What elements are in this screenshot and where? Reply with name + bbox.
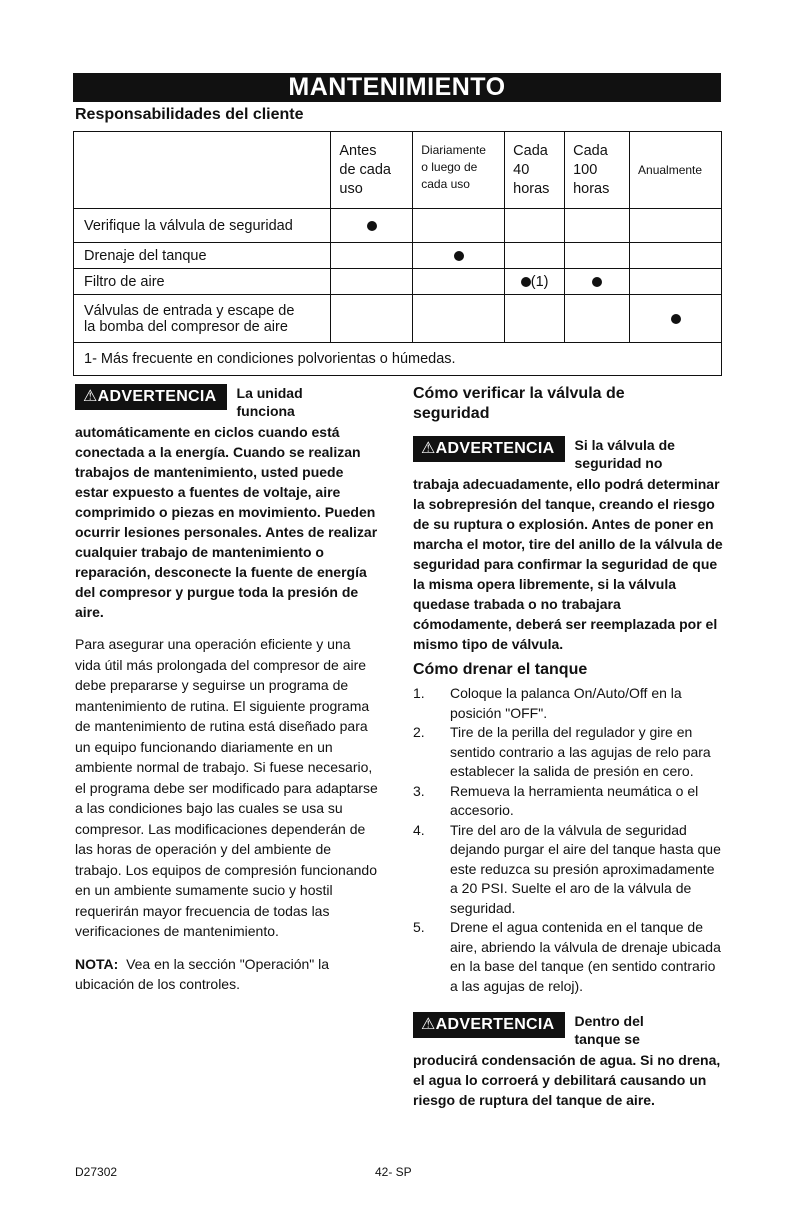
task-cell: Drenaje del tanque [74, 243, 331, 269]
mark-cell [630, 295, 722, 343]
warning-badge: ⚠ADVERTENCIA [75, 384, 227, 410]
document-code: D27302 [75, 1165, 118, 1179]
table-row [74, 295, 722, 343]
list-item: 1. Coloque la palanca On/Auto/Off en la posición "OFF". [413, 685, 682, 721]
table-row [74, 269, 722, 295]
mark-cell [331, 243, 413, 269]
list-item: 5. Drene el agua contenida en el tanque de aire, abriendo la válvula de drenaje ubicada en la base del tanque (en sentido contrario a las agujas de reloj). [413, 919, 721, 994]
task-cell: Válvulas de entrada y escape de la bomba del compresor de aire [74, 295, 331, 343]
mark-cell [505, 209, 565, 243]
col-header-daily: Diariamente o luego de cada uso [413, 132, 505, 209]
mark-cell [565, 243, 630, 269]
section-subtitle: Responsabilidades del cliente [75, 106, 304, 123]
warning-lead: Dentro del tanque se [574, 1013, 644, 1047]
maintenance-schedule-table [73, 131, 722, 376]
warning-badge: ⚠ADVERTENCIA [413, 1012, 565, 1038]
warning-header [413, 436, 723, 472]
valve-heading: Cómo verificar la válvula de seguridad [413, 385, 625, 422]
mark-cell [413, 243, 505, 269]
mark-cell [565, 209, 630, 243]
col-header-100-hours: Cada 100 horas [565, 132, 630, 209]
note-paragraph [75, 954, 380, 995]
col-header-annually: Anualmente [630, 132, 722, 209]
mark-cell [505, 269, 565, 295]
footnote-ref: (1) [530, 273, 549, 290]
warning-badge: ⚠ADVERTENCIA [413, 436, 565, 462]
col-header-before-use: Antes de cada uso [331, 132, 413, 209]
note-label: NOTA: [75, 955, 119, 972]
table-row [74, 209, 722, 243]
page-number: 42- SP [375, 1165, 412, 1179]
mark-cell [630, 269, 722, 295]
note-text: Vea en la sección "Operación" la ubicación de los controles. [75, 955, 330, 992]
left-column [75, 384, 380, 995]
warning-lead: Si la válvula de seguridad no [574, 437, 675, 471]
mark-cell [413, 295, 505, 343]
check-dot-icon [454, 251, 464, 261]
mark-cell [413, 269, 505, 295]
check-dot-icon [367, 221, 377, 231]
mark-cell [331, 209, 413, 243]
mark-cell [505, 295, 565, 343]
right-column [413, 384, 723, 1110]
warning-header [413, 1012, 723, 1048]
body-paragraph: Para asegurar una operación eficiente y una vida útil más prolongada del compresor de aire debe prepararse y seguirse un programa de mantenimiento de rutina. El siguiente programa de mantenimiento de rutina está diseñado para un equipo funcionando diariamente en un ambiente normal de trabajo. Si fuese necesario, el programa debe ser modificado para adaptarse a las condiciones bajo las cuales se usa su compresor. Las modificaciones dependerán de las horas de operación y del ambiente de trabajo. Los equipos de compresión funcionando en un ambiente sumamente sucio y hostil requerirán mayor frecuencia de todas las verificaciones de mantenimiento. [75, 636, 378, 939]
drain-heading: Cómo drenar el tanque [413, 661, 588, 678]
table-header-row [74, 132, 722, 209]
list-item: 2. Tire de la perilla del regulador y gire en sentido contrario a las agujas de relo para establecer la salida de presión en cero. [413, 724, 711, 779]
list-item: 4. Tire del aro de la válvula de seguridad dejando purgar el aire del tanque hasta que este reduzca su presión aproximadamente a 20 PSI. Suelte el aro de la válvula de seguridad. [413, 821, 721, 916]
page-title: MANTENIMIENTO [73, 73, 721, 102]
check-dot-icon [671, 314, 681, 324]
col-header-40-hours: Cada 40 horas [505, 132, 565, 209]
table-footnote: 1- Más frecuente en condiciones polvorientas o húmedas. [74, 343, 722, 376]
mark-cell [565, 295, 630, 343]
mark-cell [630, 243, 722, 269]
warning-body: trabaja adecuadamente, ello podrá determinar la sobrepresión del tanque, creando el riesgo de su ruptura o explosión. Antes de poner en marcha el motor, tire del anillo de la válvula de seguridad para confirmar la seguridad de que la misma opera libremente, si la válvula quedase trabada o no trabajara cómodamente, deberá ser reemplazada por el mismo tipo de válvula. [413, 476, 723, 652]
check-dot-icon [521, 277, 531, 287]
warning-body: automáticamente en ciclos cuando está conectada a la energía. Cuando se realizan trabajos de mantenimiento, usted puede estar expuesto a fuentes de voltaje, aire comprimido o piezas en movimiento. Pueden ocurrir lesiones personales. Antes de realizar cualquier trabajo de mantenimiento o reparación, desconecte la fuente de energía del compresor y purgue toda la presión de aire. [75, 424, 378, 620]
mark-cell [413, 209, 505, 243]
list-item: 3. Remueva la herramienta neumática o el accesorio. [413, 782, 699, 818]
header-empty-cell [74, 132, 331, 209]
mark-cell [505, 243, 565, 269]
check-dot-icon [592, 277, 602, 287]
warning-header [75, 384, 380, 420]
mark-cell [565, 269, 630, 295]
task-cell: Verifique la válvula de seguridad [74, 209, 331, 243]
warning-body: producirá condensación de agua. Si no drena, el agua lo corroerá y debilitará causando un riesgo de ruptura del tanque de aire. [413, 1052, 721, 1108]
task-cell: Filtro de aire [74, 269, 331, 295]
table-footnote-row [74, 343, 722, 376]
mark-cell [630, 209, 722, 243]
mark-cell [331, 269, 413, 295]
drain-steps [413, 684, 723, 996]
warning-lead: La unidad funciona [236, 385, 303, 419]
mark-cell [331, 295, 413, 343]
table-row [74, 243, 722, 269]
